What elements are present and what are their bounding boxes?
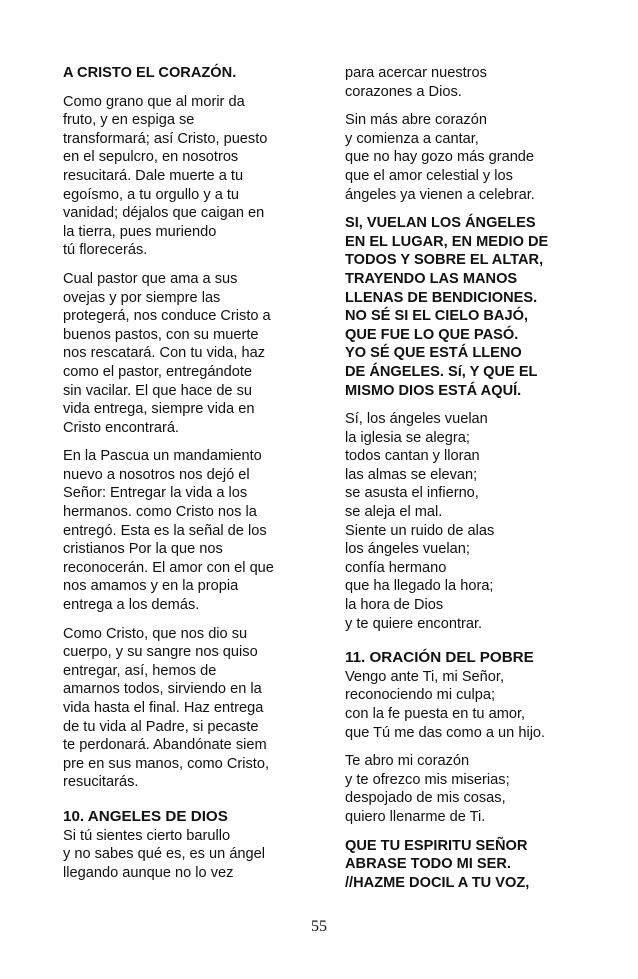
verse-paragraph: Sin más abre corazón y comienza a cantar, que no hay gozo más grande que el amor celestial y los ángeles ya vienen a celebrar. [345, 112, 535, 203]
verse-paragraph: Sí, los ángeles vuelan la iglesia se alegra; todos cantan y lloran las almas se elevan; se asusta el infierno, se aleja el mal. Siente un ruido de alas los ángeles vuelan; confía hermano que ha llegado la hora; la hora de Dios y te quiere encontrar. [345, 411, 495, 632]
verse-paragraph: Cual pastor que ama a sus ovejas y por siempre las protegerá, nos conduce Cristo a buenos pastos, con su muerte nos rescatará. Con tu vida, haz como el pastor, entregándote sin vacilar. El que hace de su vida entrega, siempre vida en Cristo encontrará. [63, 270, 271, 436]
left-column [63, 64, 295, 892]
song-heading-cristo-el-corazon: A CRISTO EL CORAZÓN. [63, 65, 237, 81]
chorus-block: SI, VUELAN LOS ÁNGELES EN EL LUGAR, EN MEDIO DE TODOS Y SOBRE EL ALTAR, TRAYENDO LAS MANOS LLENAS DE BENDICIONES. NO SÉ SI EL CIELO BAJÓ, QUE FUE LO QUE PASÓ. YO SÉ QUE ESTÁ LLENO DE ÁNGELES. Sí, Y QUE EL MISMO DIOS ESTÁ AQUÍ. [345, 215, 549, 399]
verse-paragraph: Como grano que al morir da fruto, y en espiga se transformará; así Cristo, puesto en el sepulcro, en nosotros resucitará. Dale muerte a tu egoísmo, a tu orgullo y a tu vanidad; déjalos que caigan en la tierra, pues muriendo tú florecerás. [63, 93, 268, 259]
song-heading-oracion-del-pobre: 11. ORACIÓN DEL POBRE [345, 649, 534, 667]
verse-paragraph: Vengo ante Ti, mi Señor, reconociendo mi culpa; con la fe puesta en tu amor, que Tú me das como a un hijo. [345, 668, 546, 741]
verse-paragraph: En la Pascua un mandamiento nuevo a nosotros nos dejó el Señor: Entregar la vida a los hermanos. como Cristo nos la entregó. Esta es la señal de los cristianos Por la que nos reconocerán. El amor con el que nos amamos y en la propia entrega a los demás. [63, 448, 274, 614]
song-heading-angeles-de-dios: 10. ANGELES DE DIOS [63, 807, 228, 825]
verse-continuation: para acercar nuestros corazones a Dios. [345, 65, 487, 100]
right-column [345, 64, 580, 902]
verse-paragraph: Te abro mi corazón y te ofrezco mis miserias; despojado de mis cosas, quiero llenarme de Ti. [345, 753, 510, 825]
verse-paragraph: Como Cristo, que nos dio su cuerpo, y su sangre nos quiso entregar, así, hemos de amarnos todos, sirviendo en la vida hasta el final. Haz entrega de tu vida al Padre, si pecaste te perdonará. Abandónate siem pre en sus manos, como Cristo, resucitarás. [63, 625, 270, 791]
verse-paragraph: Si tú sientes cierto barullo y no sabes qué es, es un ángel llegando aunque no lo vez [63, 827, 266, 881]
page-number: 55 [311, 918, 327, 935]
chorus-block: QUE TU ESPIRITU SEÑOR ABRASE TODO MI SER. //HAZME DOCIL A TU VOZ, [345, 837, 530, 891]
